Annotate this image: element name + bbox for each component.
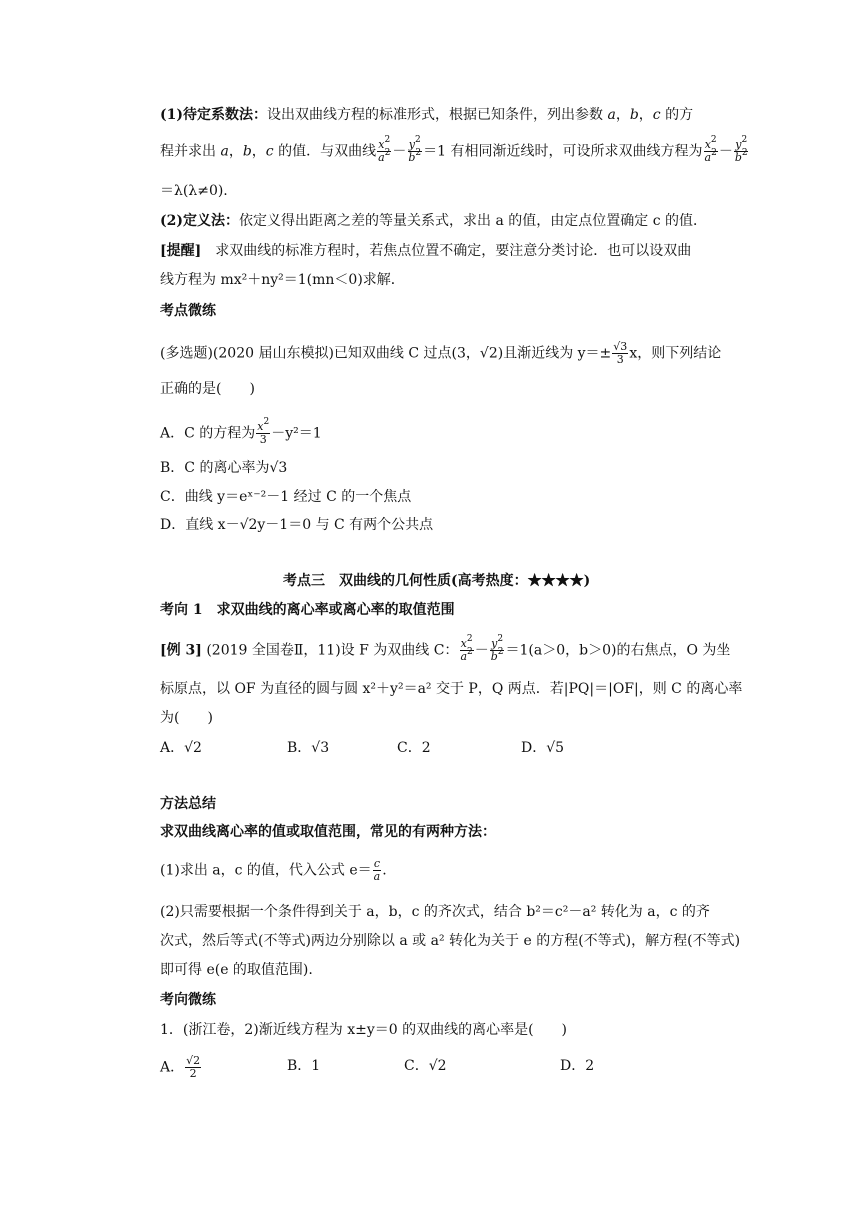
practice1-option-b: B．C 的离心率为√3	[160, 460, 288, 476]
frac-c-a: $\frac{c}{a}$	[373, 857, 381, 883]
example3-option-a: A．√2	[160, 740, 202, 756]
example3-line1: [例 3] (2019 全国卷Ⅱ，11)设 F 为双曲线 C： $\frac{x^2}{a^2}$ － $\frac{y^2}{b^2}$ ＝1(a＞0，b＞0)的右焦点，O 为坐	[160, 634, 731, 663]
practice1-option-a: A．C 的方程为 $\frac{x^2}{3}$ －y²＝1	[160, 417, 322, 446]
summary-p2-line2: 次式，然后等式(不等式)两边分别除以 a 或 a² 转化为关于 e 的方程(不等式)，解方程(不等式)	[160, 933, 741, 949]
summary-p1: (1)求出 a，c 的值，代入公式 e＝ $\frac{c}{a}$ .	[160, 857, 387, 883]
summary-p2-line1: (2)只需要根据一个条件得到关于 a，b，c 的齐次式，结合 b²＝c²－a² 转化为 a，c 的齐	[160, 904, 710, 920]
frac-y2-b2: $\frac{y^2}{b^2}$	[408, 135, 422, 164]
method1-line2: 程并求出 a，b，c 的值．与双曲线 $\frac{x^2}{a^2}$ － $\frac{y^2}{b^2}$ ＝1 有相同渐近线时，可设所求双曲线方程为 $\frac{x^2}{a^2}$ － $\frac{y^2}{b^2}$	[160, 135, 748, 164]
summary-p2-line3: 即可得 e(e 的取值范围).	[160, 962, 313, 978]
example3-option-b: B．√3	[287, 740, 330, 756]
method1-title: (1)待定系数法：	[160, 107, 267, 123]
tip-title: [提醒]	[160, 243, 202, 259]
practice1-option-d: D．直线 x－√2y－1＝0 与 C 有两个公共点	[160, 517, 434, 533]
frac-x2-a2: $\frac{x^2}{a^2}$	[378, 135, 391, 164]
method2-title: (2)定义法：	[160, 213, 239, 229]
method1-line1: (1)待定系数法：设出双曲线方程的标准形式，根据已知条件，列出参数 a，b，c 的方	[160, 107, 694, 123]
summary-bold-line: 求双曲线离心率的值或取值范围，常见的有两种方法：	[160, 824, 496, 840]
practice1-option-c: C．曲线 y＝eˣ⁻²－1 经过 C 的一个焦点	[160, 489, 412, 505]
example3-tag: [例 3]	[160, 642, 202, 659]
practice2-option-c: C．√2	[404, 1058, 447, 1074]
summary-heading: 方法总结	[160, 796, 216, 812]
method2-line: (2)定义法：依定义得出距离之差的等量关系式，求出 a 的值，由定点位置确定 c 的值．	[160, 213, 707, 229]
frac-sqrt3-3: $\frac{√3}{3}$	[613, 340, 628, 366]
tip-line1: [提醒] 求双曲线的标准方程时，若焦点位置不确定，要注意分类讨论．也可以设双曲	[160, 243, 692, 259]
practice2-option-d: D．2	[560, 1058, 595, 1074]
section3-subheading: 考向 1 求双曲线的离心率或离心率的取值范围	[160, 602, 455, 618]
practice1-question-line2: 正确的是( )	[160, 381, 255, 397]
practice2-question: 1．(浙江卷，2)渐近线方程为 x±y＝0 的双曲线的离心率是( )	[160, 1022, 568, 1038]
practice2-heading: 考向微练	[160, 992, 216, 1008]
practice2-option-b: B．1	[287, 1058, 321, 1074]
practice1-heading: 考点微练	[160, 303, 216, 319]
example3-option-d: D．√5	[521, 740, 565, 756]
example3-option-c: C．2	[397, 740, 431, 756]
example3-line2: 标原点，以 OF 为直径的圆与圆 x²＋y²＝a² 交于 P，Q 两点．若|PQ|＝|OF|，则 C 的离心率	[160, 681, 743, 697]
practice2-option-a: A． $\frac{√2}{2}$	[160, 1054, 201, 1080]
frac-sqrt2-2: $\frac{√2}{2}$	[186, 1054, 201, 1080]
method1-line3: ＝λ(λ≠0).	[160, 183, 228, 199]
example3-line3: 为( )	[160, 710, 213, 726]
tip-line2: 线方程为 mx²＋ny²＝1(mn＜0)求解．	[160, 272, 405, 288]
section3-title: 考点三 双曲线的几何性质(高考热度：★★★★)	[283, 573, 591, 589]
practice1-question-line1: (多选题)(2020 届山东模拟)已知双曲线 C 过点(3，√2)且渐近线为 y＝± $\frac{√3}{3}$ x，则下列结论	[160, 340, 722, 366]
